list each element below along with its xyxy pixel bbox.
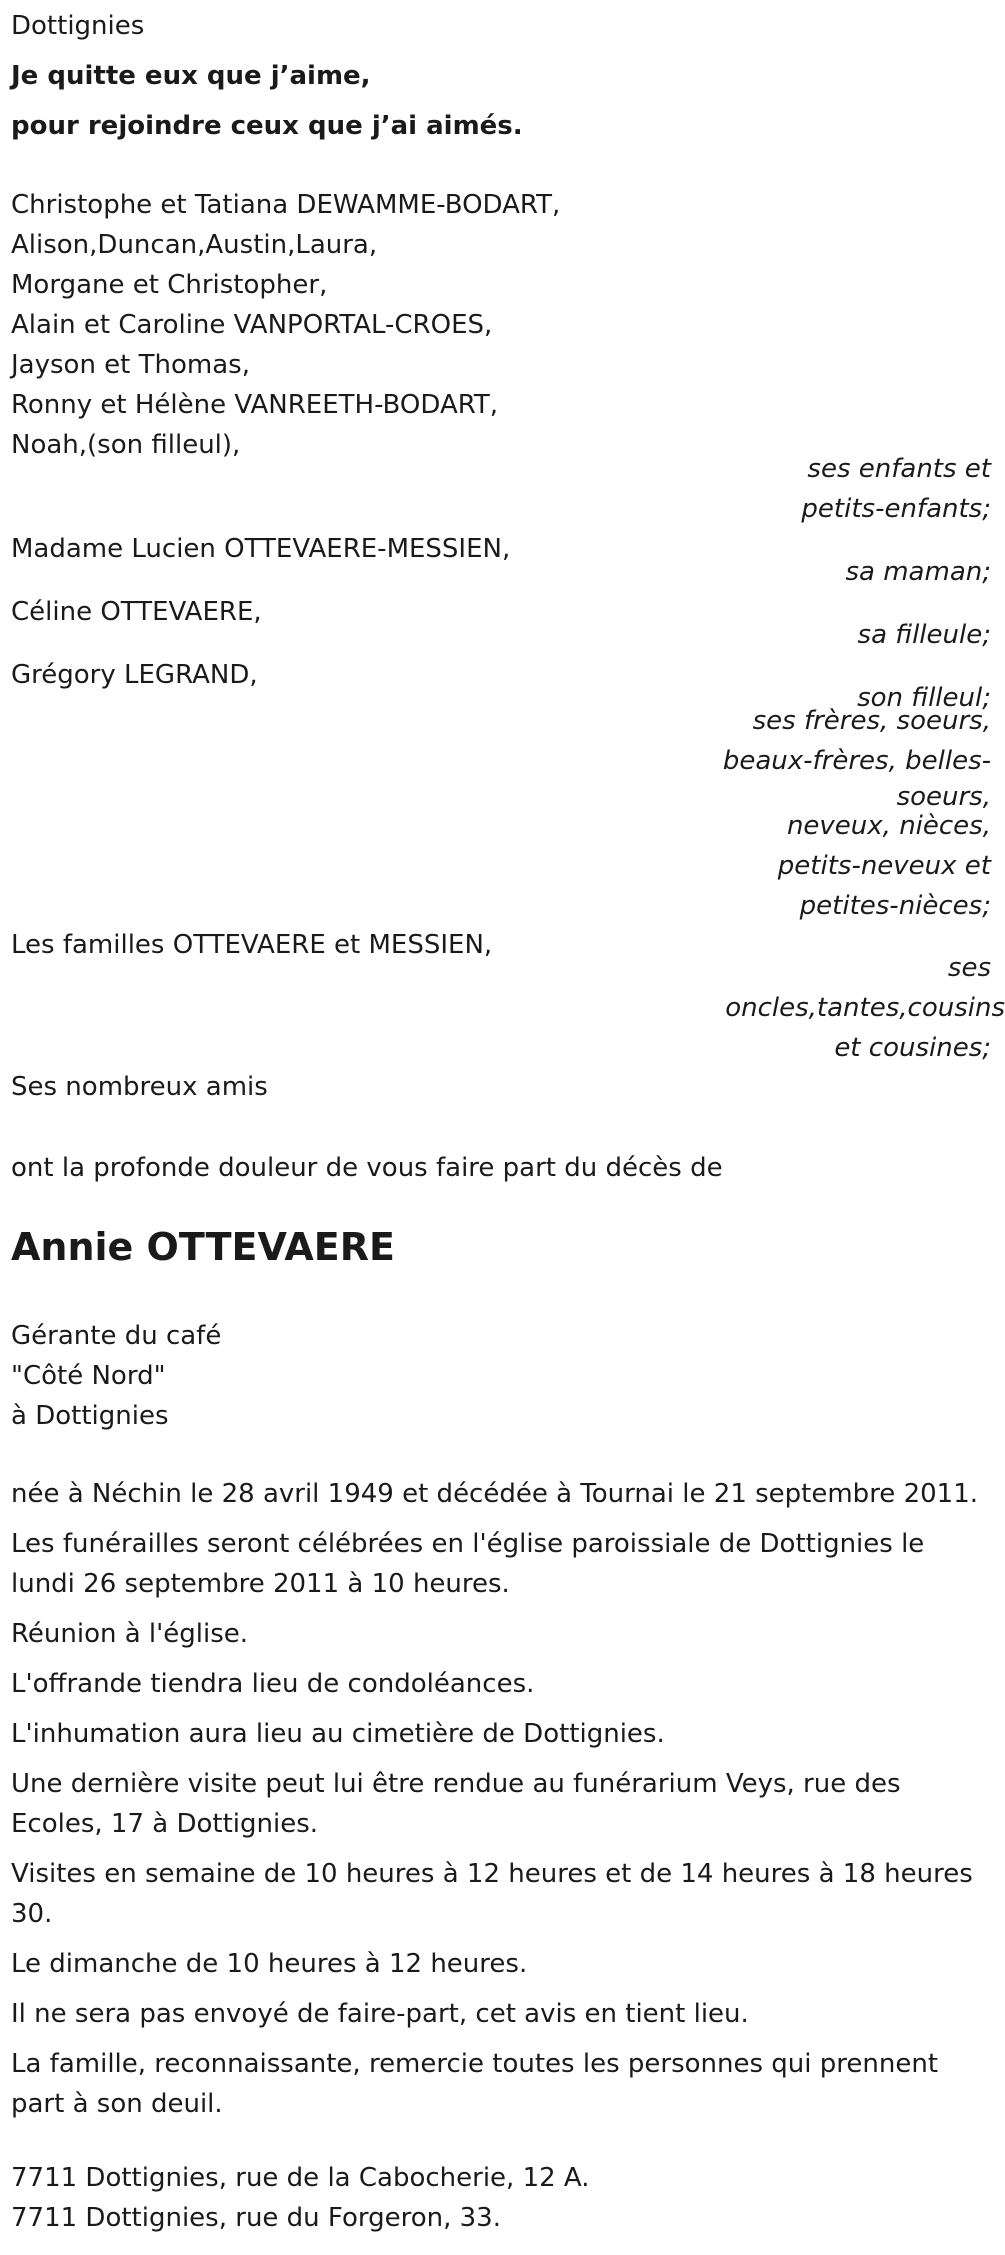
quote-line-1: Je quitte eux que j’aime,: [11, 61, 371, 91]
families-role: ses oncles,tantes,cousins et cousines;: [725, 953, 1005, 1063]
place-heading: Dottignies: [11, 11, 145, 41]
siblings-role: ses frères, soeurs, beaux-frères, belles- soeurs,: [722, 706, 991, 812]
detail-paragraph: Le dimanche de 10 heures à 12 heures.: [11, 1949, 528, 1979]
detail-paragraph: La famille, reconnaissante, remercie toutes les personnes qui prennent part à son deuil.: [11, 2049, 939, 2119]
address-line: 7711 Dottignies, rue de la Cabocherie, 12 A.: [11, 2163, 590, 2193]
detail-paragraph: Une dernière visite peut lui être rendue au funérarium Veys, rue des Ecoles, 17 à Dottignies.: [11, 1769, 901, 1839]
goddaughter-line: Céline OTTEVAERE,: [11, 597, 262, 627]
children-role: ses enfants et petits-enfants;: [801, 454, 991, 524]
godson-role: son filleul;: [857, 683, 991, 713]
families-line: Les familles OTTEVAERE et MESSIEN,: [11, 930, 493, 960]
deceased-name: Annie OTTEVAERE: [11, 1225, 395, 1269]
mother-line: Madame Lucien OTTEVAERE-MESSIEN,: [11, 534, 511, 564]
detail-paragraph: Il ne sera pas envoyé de faire-part, cet avis en tient lieu.: [11, 1999, 749, 2029]
family-line: Alison,Duncan,Austin,Laura,: [11, 230, 378, 260]
nephews-role: neveux, nièces, petits-neveux et petites-nièces;: [777, 811, 991, 921]
family-line: Morgane et Christopher,: [11, 270, 328, 300]
mother-role: sa maman;: [845, 557, 991, 587]
family-line: Alain et Caroline VANPORTAL-CROES,: [11, 310, 493, 340]
deceased-title-line: Gérante du café: [11, 1321, 222, 1351]
godson-line: Grégory LEGRAND,: [11, 660, 258, 690]
detail-paragraph: L'inhumation aura lieu au cimetière de Dottignies.: [11, 1719, 665, 1749]
family-line: Christophe et Tatiana DEWAMME-BODART,: [11, 190, 561, 220]
detail-paragraph: Visites en semaine de 10 heures à 12 heures et de 14 heures à 18 heures 30.: [11, 1859, 973, 1929]
detail-paragraph: L'offrande tiendra lieu de condoléances.: [11, 1669, 535, 1699]
deceased-title-line: "Côté Nord": [11, 1361, 166, 1391]
detail-paragraph: Les funérailles seront célébrées en l'église paroissiale de Dottignies le lundi 26 septembre 2011 à 10 heures.: [11, 1529, 925, 1599]
family-line: Jayson et Thomas,: [11, 350, 250, 380]
quote-line-2: pour rejoindre ceux que j’ai aimés.: [11, 111, 523, 141]
family-line: Ronny et Hélène VANREETH-BODART,: [11, 390, 499, 420]
detail-paragraph: née à Néchin le 28 avril 1949 et décédée à Tournai le 21 septembre 2011.: [11, 1479, 979, 1509]
goddaughter-role: sa filleule;: [857, 620, 991, 650]
friends-line: Ses nombreux amis: [11, 1072, 268, 1102]
family-line: Noah,(son filleul),: [11, 430, 241, 460]
address-line: 7711 Dottignies, rue du Forgeron, 33.: [11, 2203, 501, 2233]
detail-paragraph: Réunion à l'église.: [11, 1619, 249, 1649]
deceased-title-line: à Dottignies: [11, 1401, 169, 1431]
announcement-text: ont la profonde douleur de vous faire part du décès de: [11, 1153, 723, 1183]
